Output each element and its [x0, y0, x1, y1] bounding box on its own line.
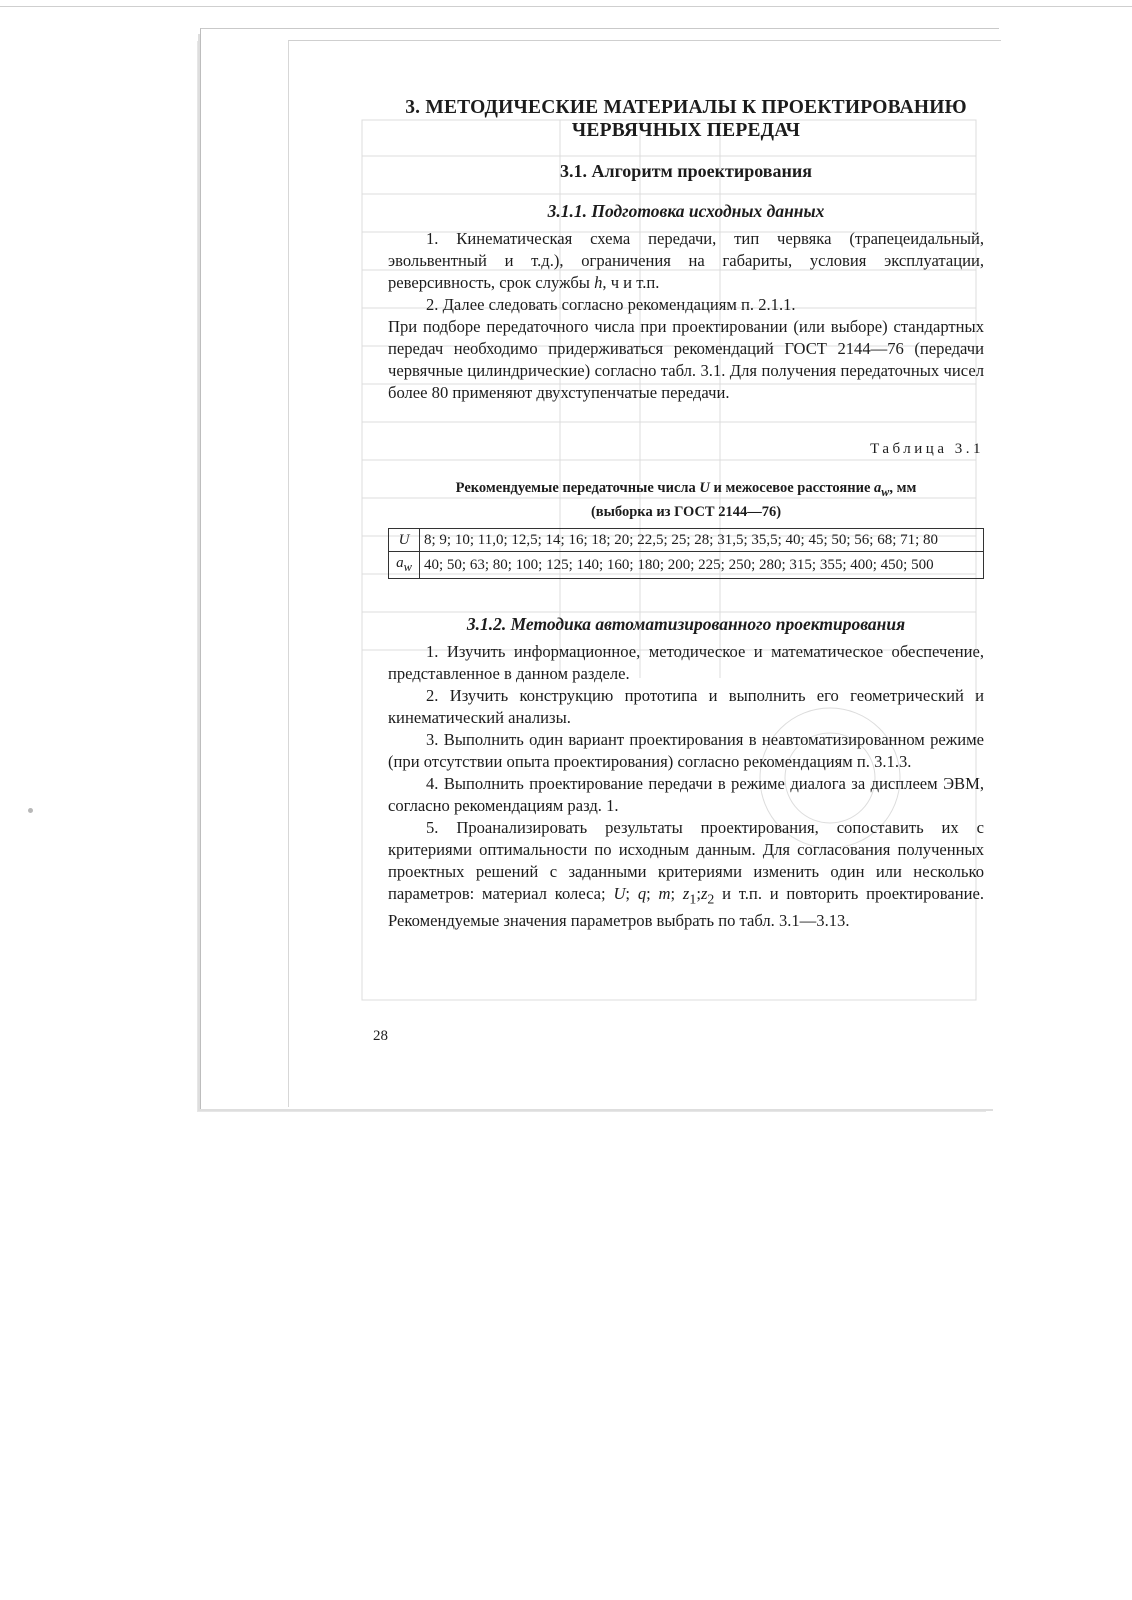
list-item: 2. Изучить конструкцию прототипа и выполнить его геометрический и кинематический анализы.	[388, 685, 984, 727]
section-title: 3.1. Алгоритм проектирования	[559, 161, 813, 181]
scan-edge-line	[0, 6, 1132, 7]
subsection-title-1: 3.1.1. Подготовка исходных данных	[547, 201, 825, 221]
list-item: 1. Изучить информационное, методическое и математическое обеспечение, представленное в данном разделе.	[388, 641, 984, 683]
ratios-table	[388, 528, 984, 579]
table-values-u: 8; 9; 10; 11,0; 12,5; 14; 16; 18; 20; 22,5; 25; 28; 31,5; 35,5; 40; 45; 50; 56; 68; 71; 80	[420, 528, 984, 551]
chapter-title-line1: 3. МЕТОДИЧЕСКИЕ МАТЕРИАЛЫ К ПРОЕКТИРОВАНИЮ	[405, 97, 967, 118]
table-symbol-aw: $a_w$	[389, 551, 420, 578]
list-item: 3. Выполнить один вариант проектирования в неавтоматизированном режиме (при отсутствии опыта проектирования) согласно рекомендациям п. 3.1.3.	[388, 729, 984, 771]
chapter-title	[388, 96, 984, 142]
paragraph-gost: При подборе передаточного числа при проектировании (или выборе) стандартных передач необходимо придерживаться рекомендаций ГОСТ 2144—76 (передачи червячные цилиндрические) согласно табл. 3.1. Для получения передаточных чисел более 80 применяют двухступенчатые передачи.	[388, 317, 984, 402]
chapter-title-line2: ЧЕРВЯЧНЫХ ПЕРЕДАЧ	[571, 120, 801, 141]
list-item: 4. Выполнить проектирование передачи в режиме диалога за дисплеем ЭВМ, согласно рекомендациям разд. 1.	[388, 773, 984, 815]
table-row	[389, 551, 984, 578]
table-symbol-u: U	[389, 528, 420, 551]
paragraph-item-2: 2. Далее следовать согласно рекомендациям п. 2.1.1.	[426, 295, 796, 314]
table-row	[389, 528, 984, 551]
scan-speck	[28, 808, 33, 813]
subsection-title-2: 3.1.2. Методика автоматизированного проектирования	[466, 613, 906, 634]
table-title: Рекомендуемые передаточные числа U и межосевое расстояние $a_w$, мм (выборка из ГОСТ 2144—76)	[455, 480, 917, 520]
page-number: 28	[373, 1028, 388, 1044]
paragraph-item-1: 1. Кинематическая схема передачи, тип червяка (трапецеидальный, эвольвентный и т.д.), ограничения на габариты, условия эксплуатации, реверсивность, срок службы h, ч и т.п.	[388, 229, 984, 292]
list-item: 5. Проанализировать результаты проектирования, сопоставить их с критериями оптимальности по исходным данным. Для согласования полученных проектных решений с заданными критериями изменить один или несколько параметров: материал колеса; U; q; m; $z_1;z_2$ и т.п. и повторить проектирование. Рекомендуемые значения параметров выбрать по табл. 3.1—3.13.	[388, 817, 984, 931]
table-caption: Таблица 3.1	[870, 441, 984, 457]
page-content	[388, 96, 984, 932]
table-values-aw: 40; 50; 63; 80; 100; 125; 140; 160; 180; 200; 225; 250; 280; 315; 355; 400; 450; 500	[420, 551, 984, 578]
